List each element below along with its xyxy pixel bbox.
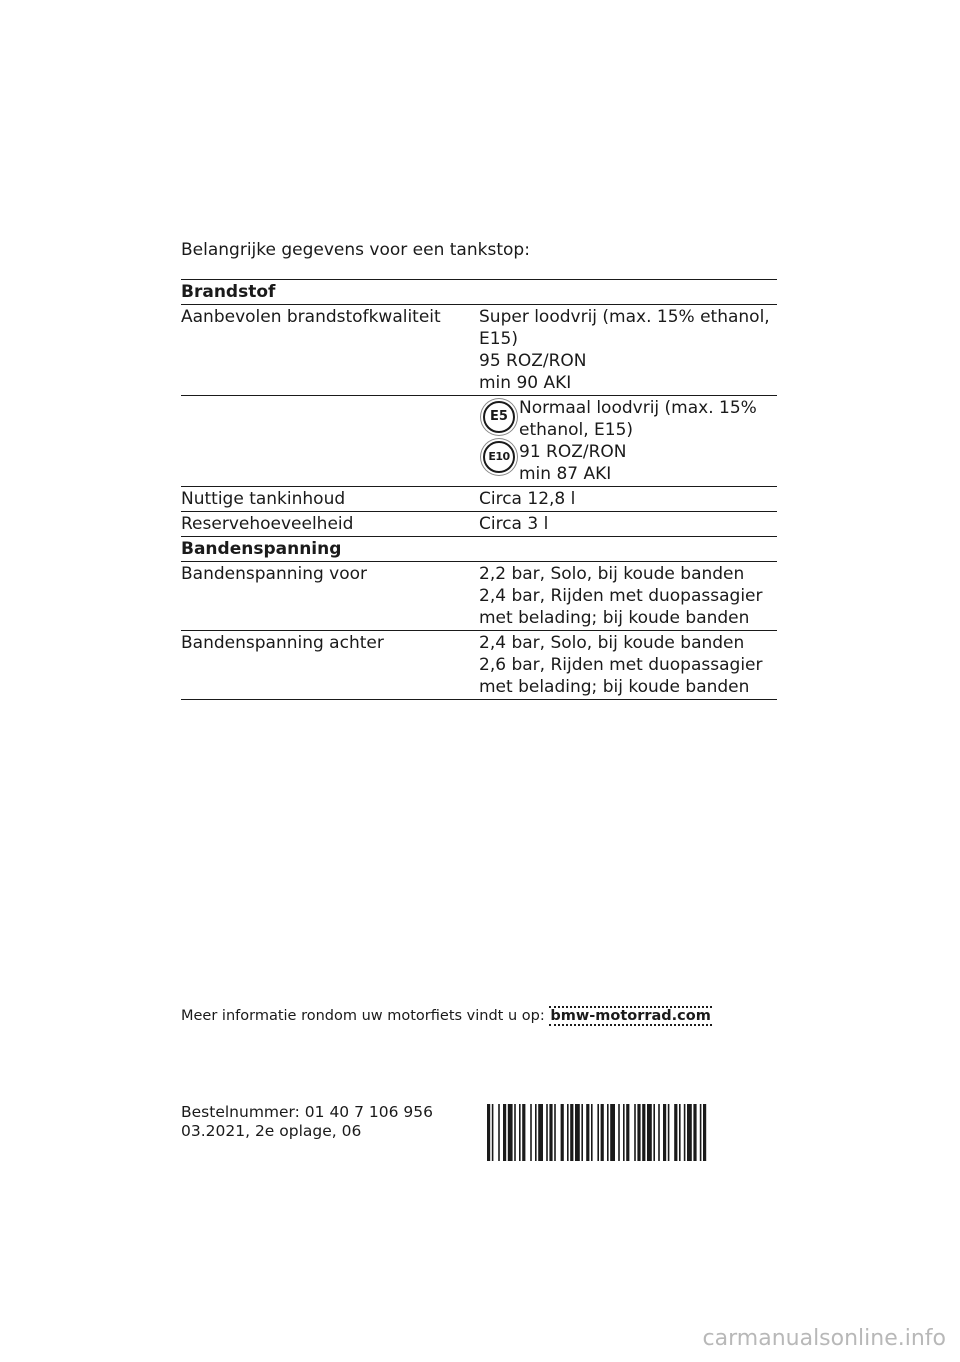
- row-front-pressure: Bandenspanning voor 2,2 bar, Solo, bij koude banden 2,4 bar, Rijden met duopassagier met belading; bij koude banden: [181, 561, 777, 630]
- fuel-alternative-value: Normaal loodvrij (max. 15% ethanol, E15) 91 ROZ/RON min 87 AKI: [519, 398, 757, 484]
- section-tire-pressure: Bandenspanning: [181, 536, 777, 561]
- row-reserve: Reservehoeveelheid Circa 3 l: [181, 511, 777, 536]
- order-info: [181, 1103, 433, 1141]
- row-fuel-quality: Aanbevolen brandstofkwaliteit Super loodvrij (max. 15% ethanol, E15) 95 ROZ/RON min 90 AKI: [181, 304, 777, 395]
- row-fuel-alternative: [181, 395, 777, 486]
- fuel-data-table: [181, 279, 777, 700]
- website-link[interactable]: bmw-motorrad.com: [550, 1008, 711, 1024]
- e10-fuel-icon: E10: [483, 441, 515, 473]
- barcode: [487, 1104, 777, 1161]
- edition-info: 03.2021, 2e oplage, 06: [181, 1122, 362, 1140]
- intro-text: Belangrijke gegevens voor een tankstop:: [181, 240, 530, 260]
- section-fuel: Brandstof: [181, 279, 777, 304]
- watermark-text: carmanualsonline.info: [702, 1326, 946, 1351]
- more-info-line: Meer informatie rondom uw motorfiets vindt u op: bmw-motorrad.com: [181, 1008, 711, 1024]
- e5-fuel-icon: E5: [483, 401, 515, 433]
- row-tank-capacity: Nuttige tankinhoud Circa 12,8 l: [181, 486, 777, 511]
- fuel-quality-value: Super loodvrij (max. 15% ethanol, E15) 95 ROZ/RON min 90 AKI: [479, 307, 770, 393]
- order-number: Bestelnummer: 01 40 7 106 956: [181, 1103, 433, 1121]
- row-rear-pressure: Bandenspanning achter 2,4 bar, Solo, bij koude banden 2,6 bar, Rijden met duopassagier met belading; bij koude banden: [181, 630, 777, 700]
